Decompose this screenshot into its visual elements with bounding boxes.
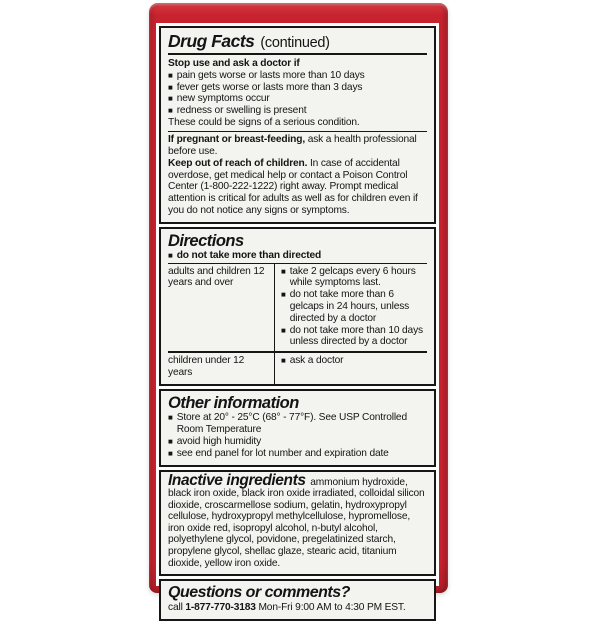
pregnancy-warning-lead: If pregnant or breast-feeding, (168, 134, 306, 146)
directions-note-text: do not take more than directed (176, 249, 322, 261)
other-information-text: see end panel for lot number and expiration date (176, 447, 389, 459)
phone-line (168, 602, 427, 614)
stop-use-item (168, 82, 427, 94)
inactive-ingredients-paragraph (168, 471, 427, 570)
dosage-instruction-text: ask a doctor (289, 354, 344, 366)
questions-comments-section (159, 579, 436, 621)
other-information-item (168, 412, 427, 436)
inactive-ingredients-list: ammonium hydroxide, black iron oxide, black iron oxide irradiated, colloidal silicon dioxide, croscarmellose sodium, gelatin, hydroxypropyl cellulose, hydroxypropyl methylcellulose, hypromellose, iron oxide red, isopropyl alcohol, n-butyl alcohol, polyethylene glycol, povidone, pregelatinized starch, propylene glycol, shellac glaze, stearic acid, titanium dioxide, yellow iron oxide. (168, 476, 425, 569)
square-bullet-icon: ■ (168, 436, 173, 446)
questions-comments-title: Questions or comments? (168, 584, 350, 602)
square-bullet-icon: ■ (281, 355, 286, 365)
dosage-instruction-text: take 2 gelcaps every 6 hours while symptoms last. (289, 265, 416, 289)
dosage-instruction-item (281, 325, 427, 349)
other-information-item (168, 448, 427, 460)
square-bullet-icon: ■ (168, 94, 173, 104)
square-bullet-icon: ■ (281, 325, 286, 335)
drug-facts-continued-section (159, 26, 436, 224)
square-bullet-icon: ■ (168, 250, 173, 260)
directions-note (168, 250, 427, 262)
inactive-ingredients-section (159, 470, 436, 577)
dosage-instruction-item (281, 355, 427, 367)
keep-out-warning-text: In case of accidental overdose, get medical help or contact a Poison Control Center (1-800-222-1222) right away. Prompt medical attention is critical for adults as well as for children even if you do not notice any signs or symptoms. (168, 157, 418, 217)
inactive-ingredients-title: Inactive ingredients (168, 471, 306, 489)
stop-use-item (168, 105, 427, 117)
directions-section (159, 227, 436, 386)
dosage-instruction-item (281, 266, 427, 290)
stop-use-item (168, 93, 427, 105)
dosage-instruction-text: do not take more than 6 gelcaps in 24 hours, unless directed by a doctor (289, 289, 410, 324)
dosage-row-adults (168, 264, 427, 352)
dosage-age-group: adults and children 12 years and over (168, 265, 265, 289)
dosage-instruction-item (281, 289, 427, 324)
square-bullet-icon: ■ (168, 448, 173, 458)
other-information-title: Other information (168, 394, 299, 413)
drug-facts-title: Drug Facts (168, 31, 255, 51)
dosage-age-group: children under 12 years (168, 354, 245, 378)
stop-use-item-text: new symptoms occur (176, 93, 270, 105)
keep-out-warning-lead: Keep out of reach of children. (168, 157, 308, 169)
medicine-box-back-panel (149, 3, 448, 614)
keep-out-warning (168, 158, 427, 217)
phone-number: 1-877-770-3183 (185, 602, 256, 614)
square-bullet-icon: ■ (168, 413, 173, 423)
stop-use-heading: Stop use and ask a doctor if (168, 58, 300, 69)
square-bullet-icon: ■ (281, 266, 286, 276)
square-bullet-icon: ■ (281, 290, 286, 300)
dosage-instructions (274, 264, 427, 352)
other-information-section (159, 389, 436, 466)
square-bullet-icon: ■ (168, 82, 173, 92)
stop-use-item (168, 70, 427, 82)
dosage-instruction-text: do not take more than 10 days unless directed by a doctor (289, 324, 423, 348)
dosage-instructions (274, 353, 427, 385)
other-information-item (168, 436, 427, 448)
stop-use-item-text: redness or swelling is present (176, 105, 307, 117)
square-bullet-icon: ■ (168, 106, 173, 116)
call-hours: Mon-Fri 9:00 AM to 4:30 PM EST. (255, 602, 406, 614)
stop-use-footer: These could be signs of a serious condition. (168, 116, 360, 128)
other-information-text: Store at 20° - 25°C (68° - 77°F). See USP Controlled Room Temperature (176, 412, 407, 436)
stop-use-item-text: fever gets worse or lasts more than 3 days (176, 81, 363, 93)
section-divider (168, 131, 427, 133)
stop-use-item-text: pain gets worse or lasts more than 10 days (176, 69, 365, 81)
dosage-row-children (168, 353, 427, 385)
pregnancy-warning (168, 134, 427, 158)
directions-title: Directions (168, 231, 244, 250)
title-divider (168, 53, 427, 55)
square-bullet-icon: ■ (168, 70, 173, 80)
other-information-text: avoid high humidity (176, 435, 262, 447)
dosage-table (168, 263, 427, 385)
drug-facts-label (156, 23, 439, 614)
pregnancy-warning-text: ask a health professional before use. (168, 134, 417, 158)
call-prefix: call (168, 602, 186, 614)
drug-facts-title-row (168, 32, 427, 51)
drug-facts-continued-label: (continued) (260, 35, 330, 51)
